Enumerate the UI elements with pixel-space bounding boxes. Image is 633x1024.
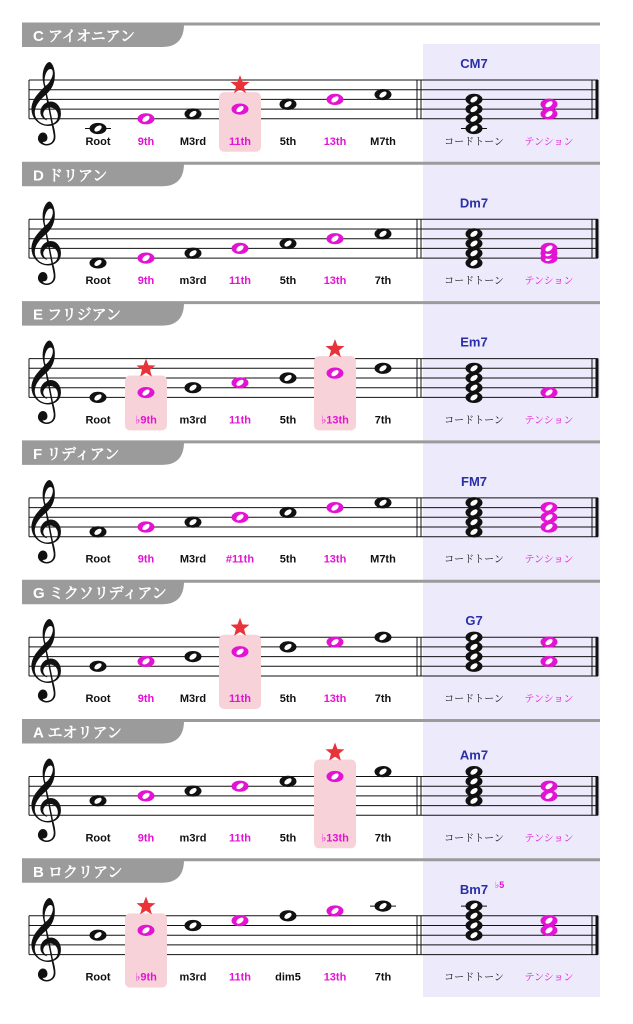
scale-note	[138, 656, 155, 667]
tension-label: テンション	[524, 972, 574, 984]
scale-note	[327, 233, 344, 244]
mode-section-1	[22, 163, 600, 287]
degree-label: 5th	[279, 135, 297, 148]
scale-note	[375, 901, 392, 912]
degree-label: 9th	[137, 135, 155, 148]
scale-note	[232, 243, 249, 254]
scale-note	[327, 368, 344, 379]
scale-note	[327, 636, 344, 647]
chord-name: Bm7	[459, 882, 489, 898]
chord-tone-label: コードトーン	[444, 972, 504, 984]
degree-label: 13th	[323, 971, 347, 984]
degree-label: 7th	[374, 971, 392, 984]
tension-note	[541, 502, 558, 513]
tension-label: テンション	[524, 833, 574, 845]
mode-title: B ロクリアン	[33, 863, 123, 881]
tension-label: テンション	[524, 136, 574, 148]
chord-tone-label: コードトーン	[444, 136, 504, 148]
tension-label: テンション	[524, 554, 574, 566]
degree-label: 5th	[279, 553, 297, 566]
scale-note	[232, 781, 249, 792]
chord-tone-note	[466, 920, 483, 931]
degree-label: 11th	[228, 693, 252, 705]
degree-label: 7th	[374, 275, 392, 288]
degree-label: 9th	[137, 553, 155, 566]
scale-note	[138, 387, 155, 398]
scale-note	[232, 646, 249, 657]
chord-tone-label: コードトーン	[444, 554, 504, 566]
degree-label: 9th	[137, 693, 155, 705]
degree-label: Root	[85, 832, 111, 845]
chord-tone-note	[466, 517, 483, 528]
scale-note	[327, 771, 344, 782]
tension-label: テンション	[524, 694, 574, 705]
scale-note	[232, 377, 249, 388]
chord-name: G7	[465, 613, 483, 629]
chord-tone-note	[466, 238, 483, 249]
chord-tone-note	[466, 382, 483, 393]
chord-tone-note	[466, 901, 483, 912]
mode-title: G ミクソリディアン	[33, 585, 167, 603]
avoid-star-icon	[137, 896, 156, 914]
scale-note	[90, 257, 107, 268]
chord-name: Dm7	[459, 195, 489, 211]
treble-clef: 𝄞	[23, 895, 65, 978]
mode-title: A エオリアン	[33, 724, 122, 742]
scale-note	[280, 776, 297, 787]
scale-note	[375, 228, 392, 239]
degree-label: 13th	[323, 553, 347, 566]
degree-label: M7th	[370, 135, 396, 148]
scale-note	[185, 382, 202, 393]
degree-label: Root	[85, 693, 111, 705]
mode-title: D ドリアン	[33, 167, 108, 185]
degree-label: m3rd	[179, 414, 207, 427]
scale-note	[90, 392, 107, 403]
avoid-star-icon	[137, 359, 156, 377]
tension-note	[541, 99, 558, 110]
tension-note	[541, 915, 558, 926]
mode-section-0	[22, 24, 600, 152]
degree-label: 7th	[374, 693, 392, 705]
chord-tone-note	[466, 507, 483, 518]
scale-note	[90, 795, 107, 806]
chord-tone-note	[466, 641, 483, 652]
avoid-star-icon	[231, 75, 250, 93]
scale-note	[280, 238, 297, 249]
chord-name-superscript: ♭5	[495, 880, 505, 891]
tension-note	[541, 781, 558, 792]
tension-note	[541, 925, 558, 936]
degree-label: Root	[85, 414, 111, 427]
degree-label: 13th	[323, 693, 347, 705]
chord-name: CM7	[460, 56, 488, 71]
degree-label: 5th	[279, 414, 297, 427]
tension-note	[541, 512, 558, 523]
tension-note	[541, 790, 558, 801]
scale-note	[138, 253, 155, 264]
scale-note	[232, 512, 249, 523]
chord-name: Am7	[459, 747, 489, 763]
degree-label: 11th	[228, 832, 252, 845]
degree-label: 11th	[228, 275, 252, 288]
chord-tone-note	[466, 632, 483, 643]
degree-label: m3rd	[179, 832, 207, 845]
degree-label: Root	[85, 275, 111, 288]
degree-label: Root	[85, 553, 111, 566]
mode-section-5	[22, 721, 600, 849]
chord-tone-note	[466, 392, 483, 403]
tension-note	[541, 108, 558, 119]
chord-tone-note	[466, 776, 483, 787]
chord-tone-note	[466, 651, 483, 662]
avoid-star-icon	[326, 339, 345, 357]
degree-label: M3rd	[179, 553, 207, 566]
chord-tone-note	[466, 248, 483, 259]
chord-tone-note	[466, 526, 483, 537]
scale-note	[232, 104, 249, 115]
mode-title: C アイオニアン	[33, 28, 136, 45]
scale-note	[185, 785, 202, 796]
mode-section-2	[22, 303, 600, 431]
scale-note	[185, 108, 202, 119]
scale-note	[90, 123, 107, 134]
scale-note	[185, 920, 202, 931]
mode-section-3	[22, 442, 600, 566]
degree-label: M3rd	[179, 135, 207, 148]
tension-note	[541, 656, 558, 667]
chord-tone-note	[466, 372, 483, 383]
degree-label: 11th	[228, 135, 252, 148]
chord-tone-note	[466, 795, 483, 806]
scale-note	[327, 905, 344, 916]
degree-label: ♭9th	[135, 971, 157, 984]
scale-note	[138, 790, 155, 801]
treble-clef: 𝄞	[23, 60, 65, 142]
tension-note	[541, 243, 558, 254]
scale-note	[138, 521, 155, 532]
degree-label: Root	[85, 135, 111, 148]
tension-label: テンション	[524, 276, 574, 288]
degree-label: 5th	[279, 693, 297, 705]
degree-label: 13th	[323, 135, 347, 148]
scale-note	[280, 372, 297, 383]
chord-tone-note	[466, 930, 483, 941]
scale-note	[375, 89, 392, 100]
scale-note	[90, 661, 107, 672]
degree-label: 5th	[279, 275, 297, 288]
chord-tone-note	[466, 363, 483, 374]
degree-label: M7th	[370, 553, 396, 566]
chord-tone-note	[466, 113, 483, 124]
degree-label: 13th	[323, 275, 347, 288]
degree-label: 11th	[228, 971, 252, 984]
chord-tone-note	[466, 785, 483, 796]
degree-label: 5th	[279, 832, 297, 845]
degree-label: 7th	[374, 832, 392, 845]
chord-tone-note	[466, 661, 483, 672]
degree-label: 9th	[137, 275, 155, 288]
scale-note	[375, 363, 392, 374]
tension-label: テンション	[524, 415, 574, 427]
scale-note	[138, 113, 155, 124]
tension-note	[541, 387, 558, 398]
scale-note	[375, 766, 392, 777]
degree-label: 9th	[137, 832, 155, 845]
treble-clef: 𝄞	[23, 477, 65, 560]
scale-note	[232, 915, 249, 926]
chord-tone-note	[466, 257, 483, 268]
degree-label: 11th	[228, 414, 252, 427]
treble-clef: 𝄞	[23, 756, 65, 839]
treble-clef: 𝄞	[23, 617, 65, 700]
chord-tone-note	[466, 228, 483, 239]
degree-label: ♭13th	[321, 832, 349, 845]
mode-title: E フリジアン	[33, 306, 121, 324]
degree-label: m3rd	[179, 971, 207, 984]
degree-label: M3rd	[179, 693, 207, 705]
degree-label: 7th	[374, 414, 392, 427]
scale-note	[280, 910, 297, 921]
mode-section-6	[22, 860, 600, 988]
scale-note	[280, 507, 297, 518]
scale-note	[138, 925, 155, 936]
tension-note	[541, 521, 558, 532]
chord-tone-note	[466, 497, 483, 508]
degree-label: #11th	[225, 553, 255, 566]
scale-note	[280, 99, 297, 110]
chord-tone-label: コードトーン	[444, 833, 504, 845]
scale-note	[375, 497, 392, 508]
chord-tone-note	[466, 94, 483, 105]
chord-tone-label: コードトーン	[444, 694, 504, 705]
degree-label: m3rd	[179, 275, 207, 288]
mode-section-4	[22, 581, 600, 709]
scale-note	[280, 641, 297, 652]
degree-label: ♭13th	[321, 414, 349, 427]
mode-title: F リディアン	[33, 445, 120, 463]
scale-note	[90, 930, 107, 941]
degree-label: dim5	[275, 971, 301, 984]
scale-note	[185, 651, 202, 662]
degree-label: Root	[85, 971, 111, 984]
chord-name: Em7	[460, 334, 488, 350]
chord-tone-label: コードトーン	[444, 276, 504, 288]
scale-note	[185, 248, 202, 259]
scale-note	[327, 94, 344, 105]
degree-label: ♭9th	[135, 414, 157, 427]
scale-note	[185, 517, 202, 528]
scale-note	[90, 526, 107, 537]
tension-note	[541, 636, 558, 647]
chord-name: FM7	[461, 473, 487, 489]
scale-note	[375, 632, 392, 643]
chord-tone-note	[466, 910, 483, 921]
avoid-star-icon	[326, 743, 345, 761]
chord-tone-label: コードトーン	[444, 415, 504, 427]
avoid-star-icon	[231, 618, 250, 636]
scale-note	[327, 502, 344, 513]
chord-tone-note	[466, 104, 483, 115]
treble-clef: 𝄞	[23, 199, 65, 282]
chord-tone-note	[466, 123, 483, 134]
treble-clef: 𝄞	[23, 338, 65, 421]
chord-tone-note	[466, 766, 483, 777]
